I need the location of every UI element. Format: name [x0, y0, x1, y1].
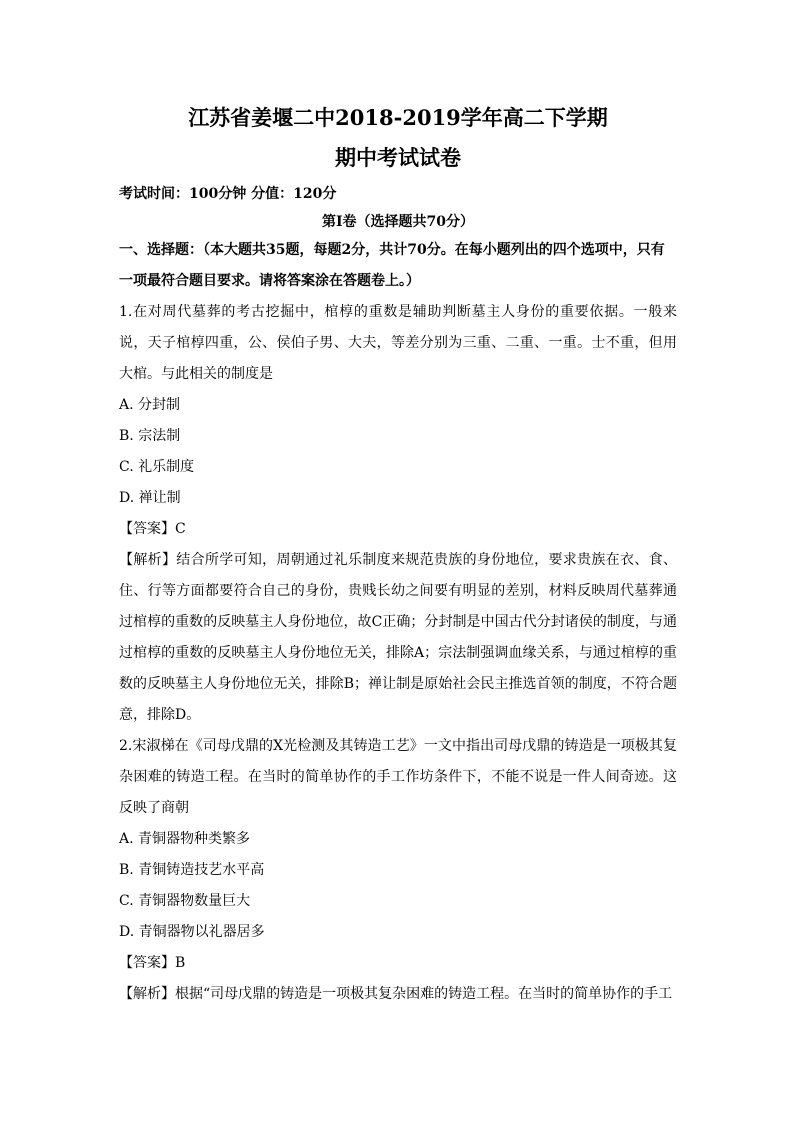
exam-document	[119, 100, 677, 1010]
option-b: B. 青铜铸造技艺水平高	[119, 862, 265, 878]
answer-label: 【答案】	[119, 521, 175, 537]
option-a: A. 青铜器物种类繁多	[119, 831, 251, 847]
question-2	[119, 731, 677, 1010]
question-1	[119, 297, 677, 731]
analysis-text: 根据“司母戊鼎的铸造是一项极其复杂困难的铸造工程。在当时的简单协作的手工	[175, 986, 673, 1002]
analysis-paragraph	[119, 979, 677, 1010]
option-c: C. 礼乐制度	[119, 459, 195, 475]
answer-value: B	[175, 955, 186, 971]
option-a: A. 分封制	[119, 397, 181, 413]
question-stem: 2.宋淑梯在《司母戊鼎的X光检测及其铸造工艺》一文中指出司母戊鼎的铸造是一项极其复杂困难的铸造工程。在当时的简单协作的手工作坊条件下，不能不说是一件人间奇迹。这反映了商朝	[119, 738, 677, 816]
document-title-line2: 期中考试试卷	[335, 145, 461, 170]
question-stem: 1.在对周代墓葬的考古挖掘中，棺椁的重数是辅助判断墓主人身份的重要依据。一般来说，天子棺椁四重，公、侯伯子男、大夫，等差分别为三重、二重、一重。士不重，但用大棺。与此相关的制度是	[119, 304, 677, 382]
answer-value: C	[175, 521, 186, 537]
answer-label: 【答案】	[119, 955, 175, 971]
analysis-label: 【解析】	[119, 986, 175, 1002]
part-title: 第Ⅰ卷（选择题共70分）	[321, 214, 475, 230]
option-c: C. 青铜器物数量巨大	[119, 893, 251, 909]
option-d: D. 禅让制	[119, 490, 181, 506]
answer-line	[119, 948, 677, 979]
analysis-text: 结合所学可知，周朝通过礼乐制度来规范贵族的身份地位，要求贵族在衣、食、住、行等方面都要符合自己的身份，贵贱长幼之间要有明显的差别，材料反映周代墓葬通过棺椁的重数的反映墓主人身份地位，故C正确；分封制是中国古代分封诸侯的制度，与通过棺椁的重数的反映墓主人身份地位无关，排除A；宗法制强调血缘关系，与通过棺椁的重数的反映墓主人身份地位无关，排除B；禅让制是原始社会民主推选首领的制度，不符合题意，排除D。	[119, 552, 678, 723]
section-intro: 一、选择题：（本大题共35题，每题2分，共计70分。在每小题列出的四个选项中，只有一项最符合题目要求。请将答案涂在答题卷上。）	[119, 242, 665, 289]
option-b: B. 宗法制	[119, 428, 181, 444]
analysis-label: 【解析】	[119, 552, 177, 568]
document-title-line1: 江苏省姜堰二中2018-2019学年高二下学期	[188, 105, 608, 130]
option-d: D. 青铜器物以礼器居多	[119, 924, 265, 940]
analysis-paragraph	[119, 545, 677, 731]
exam-info: 考试时间：100分钟 分值：120分	[119, 186, 337, 202]
answer-line	[119, 514, 677, 545]
